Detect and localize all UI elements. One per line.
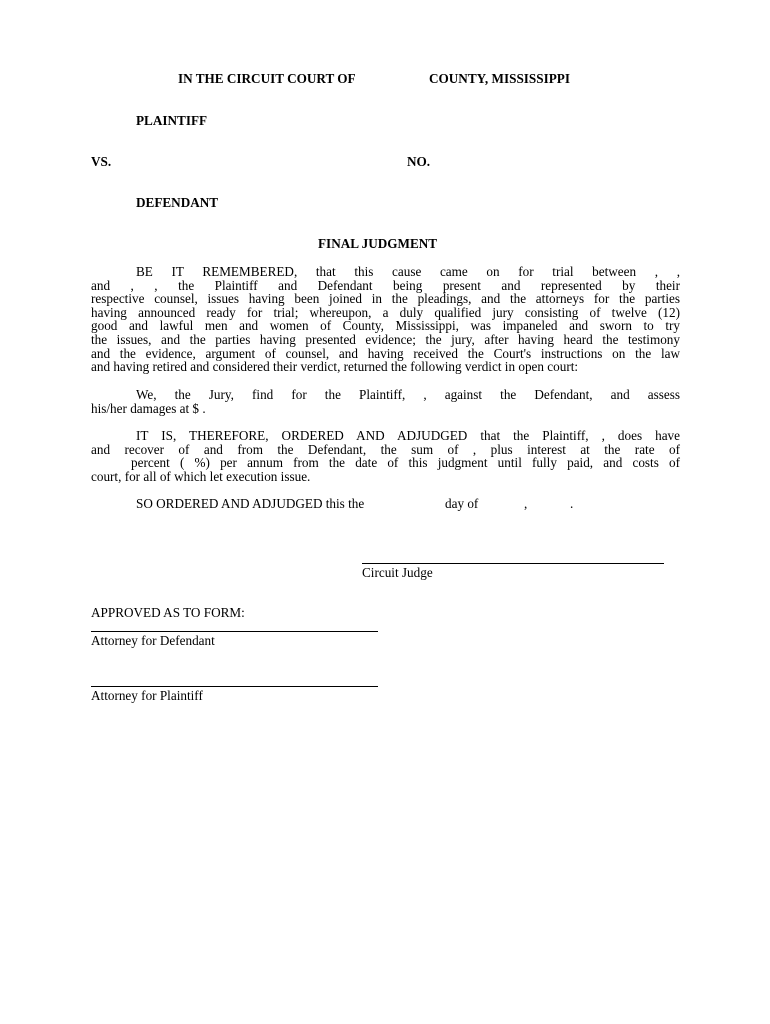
paragraph-line: BE IT REMEMBERED, that this cause came on for trial between , , [136,264,680,279]
day-of-text: day of [445,496,479,511]
date-period: . [570,496,574,511]
paragraph-line: and the evidence, argument of counsel, and having received the Court's instructions on the law [91,346,680,361]
plaintiff-attorney-signature-line [91,686,378,687]
document-title: FINAL JUDGMENT [318,236,438,251]
vs-label: VS. [91,154,112,169]
judge-label: Circuit Judge [362,565,433,580]
defendant-attorney-signature-line [91,631,378,632]
plaintiff-label: PLAINTIFF [136,113,208,128]
so-ordered-text: SO ORDERED AND ADJUDGED this the [136,496,365,511]
defendant-label: DEFENDANT [136,195,219,210]
court-caption-suffix: COUNTY, MISSISSIPPI [429,71,570,86]
paragraph-line: the issues, and the parties having presented evidence; the jury, after having heard the testimony [91,332,680,347]
defendant-attorney-label: Attorney for Defendant [91,633,215,648]
paragraph-line: percent ( %) per annum from the date of this judgment until fully paid, and costs of [131,455,680,470]
court-caption-prefix: IN THE CIRCUIT COURT OF [178,71,356,86]
case-number-label: NO. [407,154,431,169]
judge-signature-line [362,563,664,564]
date-comma: , [524,496,528,511]
paragraph-line: court, for all of which let execution issue. [91,469,311,484]
paragraph-line: his/her damages at $ . [91,401,206,416]
plaintiff-attorney-label: Attorney for Plaintiff [91,688,203,703]
paragraph-line: and , , the Plaintiff and Defendant being present and represented by their [91,278,680,293]
approved-as-to-form-label: APPROVED AS TO FORM: [91,605,245,620]
paragraph-line: and having retired and considered their verdict, returned the following verdict in open court: [91,359,579,374]
paragraph-line: having announced ready for trial; whereupon, a duly qualified jury consisting of twelve (12) [91,305,680,320]
paragraph-line: and recover of and from the Defendant, the sum of , plus interest at the rate of [91,442,680,457]
paragraph-line: respective counsel, issues having been joined in the pleadings, and the attorneys for the parties [91,291,680,306]
paragraph-line: IT IS, THEREFORE, ORDERED AND ADJUDGED that the Plaintiff, , does have [136,428,680,443]
paragraph-line: good and lawful men and women of County, Mississippi, was impaneled and sworn to try [91,318,680,333]
paragraph-line: We, the Jury, find for the Plaintiff, , against the Defendant, and assess [136,387,680,402]
